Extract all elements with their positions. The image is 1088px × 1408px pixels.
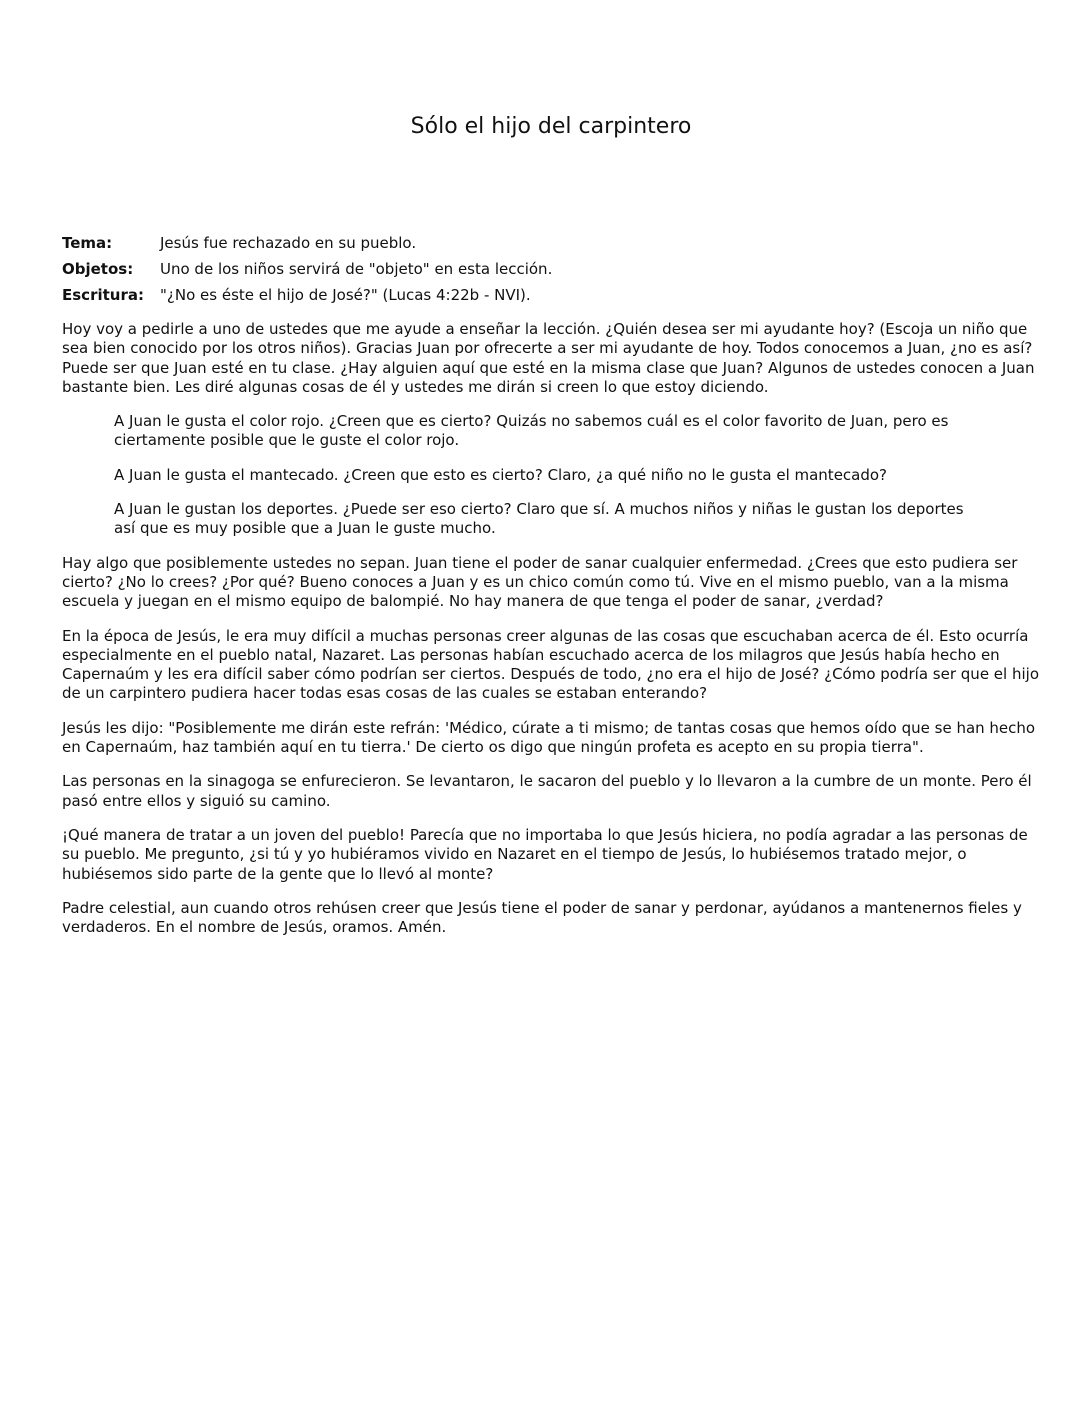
paragraph-example-red: A Juan le gusta el color rojo. ¿Creen que es cierto? Quizás no sabemos cuál es el color favorito de Juan, pero es ciertamente posible que le guste el color rojo. [114,412,949,450]
meta-value-objetos: Uno de los niños servirá de "objeto" en esta lección. [160,260,553,278]
lesson-meta [62,234,1040,312]
meta-row-objetos [62,260,1040,279]
paragraph-reflection: ¡Qué manera de tratar a un joven del pueblo! Parecía que no importaba lo que Jesús hiciera, no podía agradar a las personas de su pueblo. Me pregunto, ¿si tú y yo hubiéramos vivido en Nazaret en el tiempo de Jesús, lo hubiésemos tratado mejor, o hubiésemos sido parte de la gente que lo llevó al monte? [62,825,1028,883]
lesson-body [62,320,1040,952]
document-title: Sólo el hijo del carpintero [410,114,692,139]
paragraph-prayer: Padre celestial, aun cuando otros rehúsen creer que Jesús tiene el poder de sanar y perdonar, ayúdanos a mantenernos fieles y verdaderos. En el nombre de Jesús, oramos. Amén. [62,898,1022,937]
meta-row-tema [62,234,1040,253]
meta-label-tema: Tema: [62,234,113,252]
paragraph-example-sports: A Juan le gustan los deportes. ¿Puede ser eso cierto? Claro que sí. A muchos niños y niñas le gustan los deportes así que es muy posible que a Juan le guste mucho. [114,500,964,538]
paragraph-synagogue: Las personas en la sinagoga se enfurecieron. Se levantaron, le sacaron del pueblo y lo llevaron a la cumbre de un monte. Pero él pasó entre ellos y siguió su camino. [62,772,1032,810]
paragraph-example-icecream: A Juan le gusta el mantecado. ¿Creen que esto es cierto? Claro, ¿a qué niño no le gusta el mantecado? [114,465,888,484]
meta-value-tema: Jesús fue rechazado en su pueblo. [160,234,417,252]
paragraph-intro: Hoy voy a pedirle a uno de ustedes que me ayude a enseñar la lección. ¿Quién desea ser mi ayudante hoy? (Escoja un niño que sea bien conocido por los otros niños). Gracias Juan por ofrecerte a ser mi ayudante de hoy. Todos conocemos a Juan, ¿no es así? Puede ser que Juan esté en tu clase. ¿Hay alguien aquí que esté en la misma clase que Juan? Algunos de ustedes conocen a Juan bastante bien. Les diré algunas cosas de él y ustedes me dirán si creen lo que estoy diciendo. [62,320,1035,396]
meta-value-escritura: "¿No es éste el hijo de José?" (Lucas 4:22b - NVI). [160,286,531,304]
paragraph-healing: Hay algo que posiblemente ustedes no sepan. Juan tiene el poder de sanar cualquier enfermedad. ¿Crees que esto pudiera ser cierto? ¿No lo crees? ¿Por qué? Bueno conoces a Juan y es un chico común como tú. Vive en el mismo pueblo, van a la misma escuela y juegan en el mismo equipo de balompié. No hay manera de que tenga el poder de sanar, ¿verdad? [62,553,1018,611]
meta-label-objetos: Objetos: [62,260,134,278]
meta-row-escritura [62,286,1040,305]
paragraph-jesus-quote: Jesús les dijo: "Posiblemente me dirán este refrán: 'Médico, cúrate a ti mismo; de tantas cosas que hemos oído que se han hecho en Capernaúm, haz también aquí en tu tierra.' De cierto os digo que ningún profeta es acepto en su propia tierra". [62,718,1036,757]
paragraph-jesus-era: En la época de Jesús, le era muy difícil a muchas personas creer algunas de las cosas que escuchaban acerca de él. Esto ocurría especialmente en el pueblo natal, Nazaret. Las personas habían escuchado acerca de los milagros que Jesús había hecho en Capernaúm y les era difícil saber cómo podrían ser ciertos. Después de todo, ¿no era el hijo de José? ¿Cómo podría ser que el hijo de un carpintero pudiera hacer todas esas cosas de las cuales se estaban enterando? [62,626,1039,703]
meta-label-escritura: Escritura: [62,286,144,304]
